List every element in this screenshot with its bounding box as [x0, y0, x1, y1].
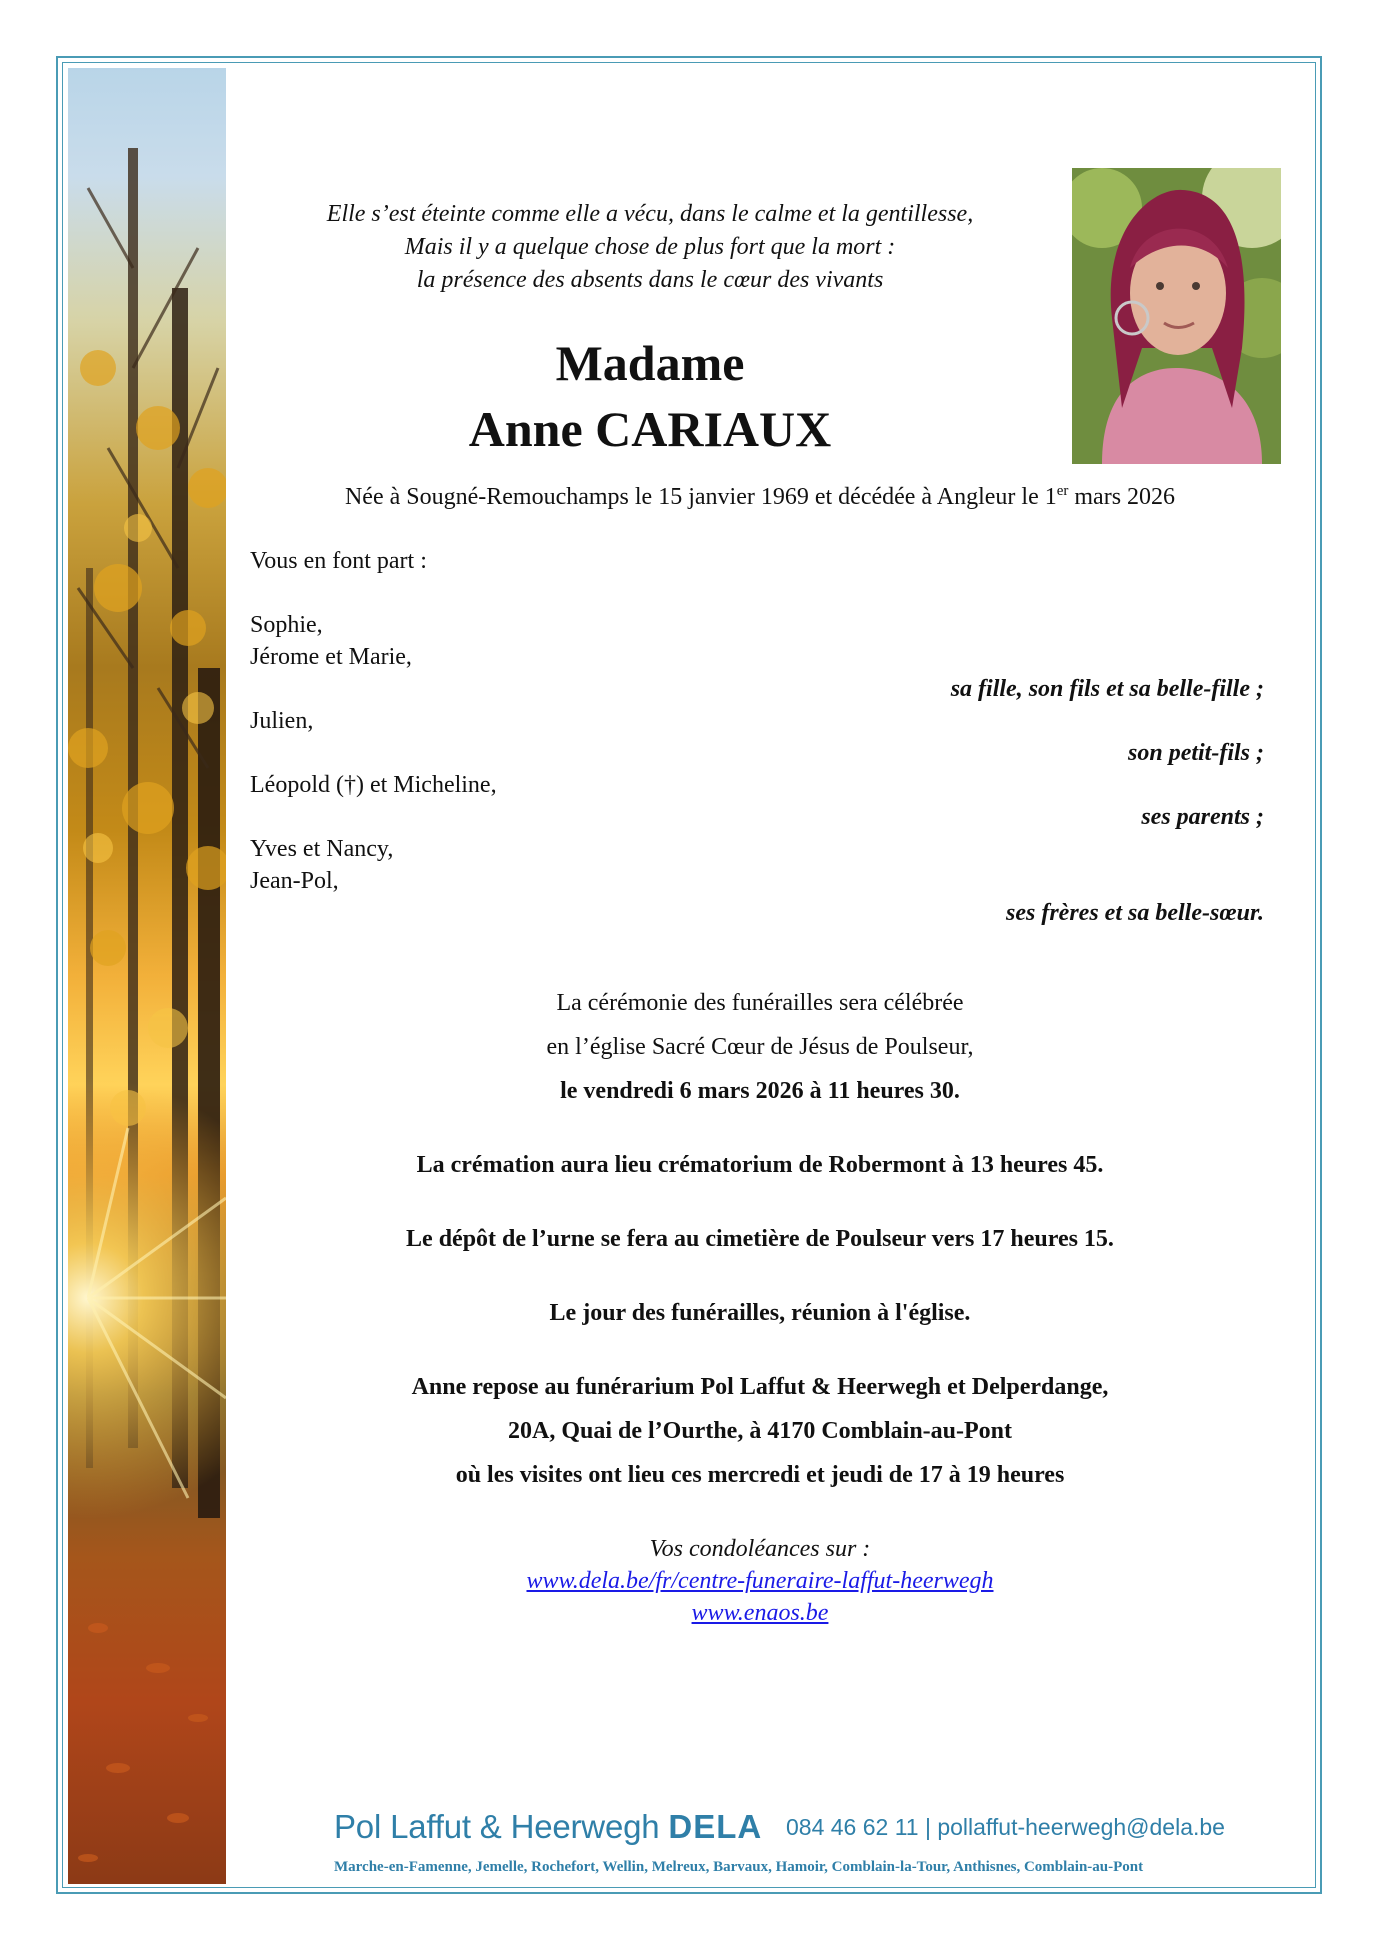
family-name: Jean-Pol, [250, 868, 339, 894]
ceremony-date: le vendredi 6 mars 2026 à 11 heures 30. [560, 1078, 960, 1104]
family-name: Jérome et Marie, [250, 644, 412, 670]
poem-line: Mais il y a quelque chose de plus fort que la mort : [404, 234, 896, 260]
family-relation: ses frères et sa belle-sœur. [1006, 900, 1264, 926]
family-name: Yves et Nancy, [250, 836, 394, 862]
visits-line: 20A, Quai de l’Ourthe, à 4170 Comblain-au-Pont [507, 1418, 1013, 1444]
autumn-forest-image [68, 68, 226, 1884]
footer-brand [334, 1808, 762, 1846]
title-line: Anne CARIAUX [468, 401, 832, 457]
portrait-photo [1072, 168, 1281, 464]
condolences-link-row [250, 1568, 1270, 1595]
title-line: Madame [555, 335, 745, 391]
visits-line: où les visites ont lieu ces mercredi et jeudi de 17 à 19 heures [455, 1462, 1065, 1488]
family-relation: ses parents ; [1141, 804, 1264, 830]
footer-brand-name: Pol Laffut & Heerwegh [334, 1808, 660, 1845]
family-name: Julien, [250, 708, 314, 734]
cremation-info: La crémation aura lieu crématorium de Robermont à 13 heures 45. [416, 1152, 1104, 1178]
meeting-info: Le jour des funérailles, réunion à l'église. [549, 1300, 971, 1326]
birth-sup: er [1056, 483, 1069, 499]
birth-tail: mars 2026 [1068, 484, 1176, 510]
footer-places: Marche-en-Famenne, Jemelle, Rochefort, Wellin, Melreux, Barvaux, Hamoir, Comblain-la-Tour, Anthisnes, Comblain-au-Pont [334, 1859, 1144, 1875]
ceremony-line: en l’église Sacré Cœur de Jésus de Poulseur, [546, 1034, 974, 1060]
family-relation: sa fille, son fils et sa belle-fille ; [950, 676, 1264, 702]
family-name: Léopold (†) et Micheline, [250, 772, 497, 798]
family-relation: son petit-fils ; [1128, 740, 1264, 766]
birth-text: Née à Sougné-Remouchamps le 15 janvier 1969 et décédée à Angleur le 1 [344, 484, 1057, 510]
poem [250, 198, 1050, 297]
condolences-label: Vos condoléances sur : [649, 1536, 871, 1562]
footer-contact: 084 46 62 11 | pollaffut-heerwegh@dela.be [786, 1814, 1225, 1840]
ceremony-line: La cérémonie des funérailles sera célébrée [556, 990, 964, 1016]
visits-line: Anne repose au funérarium Pol Laffut & Heerwegh et Delperdange, [411, 1374, 1109, 1400]
birth-death-line [250, 483, 1270, 511]
family-name: Sophie, [250, 612, 323, 638]
poem-line: Elle s’est éteinte comme elle a vécu, dans le calme et la gentillesse, [326, 201, 974, 227]
urn-info: Le dépôt de l’urne se fera au cimetière de Poulseur vers 17 heures 15. [406, 1226, 1114, 1252]
poem-line: la présence des absents dans le cœur des vivants [416, 267, 884, 293]
footer-dela-logo: DELA [668, 1808, 763, 1845]
deceased-name [250, 330, 1050, 462]
family-intro: Vous en font part : [250, 548, 427, 574]
condolences-link-dela[interactable]: www.dela.be/fr/centre-funeraire-laffut-heerwegh [526, 1568, 994, 1594]
condolences-link-row [250, 1600, 1270, 1627]
condolences-link-enaos[interactable]: www.enaos.be [691, 1600, 829, 1626]
